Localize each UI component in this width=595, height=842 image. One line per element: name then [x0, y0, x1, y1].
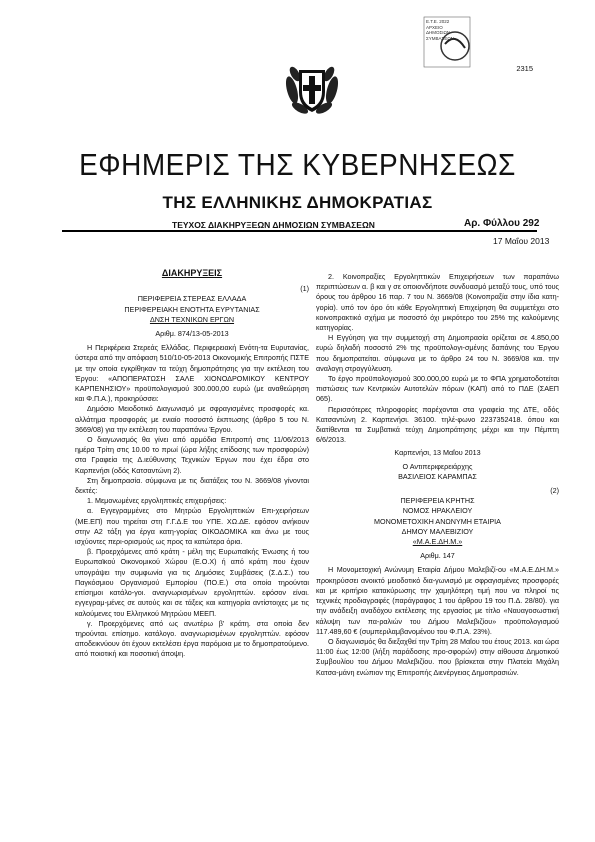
signer-name: ΒΑΣΙΛΕΙΟΣ ΚΑΡΑΜΠΑΣ: [398, 471, 477, 481]
org-line: ΔΗΜΟΥ ΜΑΛΕΒΙΖΙΟΥ: [401, 526, 474, 536]
stamp-line: ΑΡΧΕΙΟ: [426, 24, 443, 30]
paragraph: Το έργο προϋπολογισμού 300.000,00 ευρώ με το ΦΠΑ χρηματοδοτείται πιστώσεις των Κεντρικών Αυτοτελών πόρων (ΚΑΠ) από το ΠΔΕ (ΣΑΕΠ 065).: [316, 374, 559, 404]
left-column: [75, 258, 309, 660]
coat-of-arms-icon: [283, 60, 341, 120]
issue-date: 17 Μαΐου 2013: [493, 236, 550, 246]
notice-number: (1): [300, 284, 309, 294]
section-heading: ΔΙΑΚΗΡΥΞΕΙΣ: [161, 268, 223, 278]
signer-role: Ο Αντιπεριφερειάρχης: [402, 461, 473, 471]
org-line: ΠΕΡΙΦΕΡΕΙΑ ΣΤΕΡΕΑΣ ΕΛΛΑΔΑ: [137, 294, 247, 304]
stamp-line: ΣΥΜΒΑΣΕΩΝ: [426, 35, 454, 41]
org-line: ΝΟΜΟΣ ΗΡΑΚΛΕΙΟΥ: [402, 506, 473, 516]
place-date: Καρπενήσι, 13 Μαΐου 2013: [394, 448, 481, 458]
right-column: [316, 272, 559, 678]
paragraph: Ο διαγωνισμός θα γίνει από αρμόδια Επιτροπή στις 11/06/2013 ημέρα Τρίτη στις 10.00 το πρωί (ώρα λήξης επίδοσης των προσφορών) στα Γραφεία της Δ.ιεύθυνσης Τεχνικών Έργων που έχει έδρα στο Καρπενήσι (οδός Κατσαντώνη 2).: [75, 435, 309, 475]
notice-number: (2): [550, 486, 559, 496]
org-line: ΠΕΡΙΦΕΡΕΙΑ ΚΡΗΤΗΣ: [400, 496, 475, 506]
org-line: ΠΕΡΙΦΕΡΕΙΑΚΗ ΕΝΟΤΗΤΑ ΕΥΡΥΤΑΝΙΑΣ: [124, 304, 260, 314]
page-number: 2315: [516, 64, 533, 73]
paragraph: Η Εγγύηση για την συμμετοχή στη Δημοπρασία ορίζεται σε 4.850,00 ευρώ δηλαδή ποσοστό 2% της προϋπολογι-σμένης δαπάνης του Έργου που δημοπρατείται. σύμφωνα με το άρθρο 24 του Ν. 3669/08 και. την αναλογη στρογγύλευση.: [316, 333, 559, 373]
paragraph: Η Περιφέρεια Στερεάς Ελλάδας. Περιφερειακή Ενότη-τα Ευρυτανίας, ύστερα από την απόφαση 510/10-05-2013 Οικονομικής Επιτροπής ΠΣΤΕ με την οποία εγκρίθηκαν τα τεύχη δημοπράτησης για την εκτέλεση του Έργου: «ΑΠΟΠΕΡΑΤΩΣΗ ΣΑΛΕ ΧΙΟΝΟΔΡΟΜΙΚΟΥ ΚΕΝΤΡΟΥ ΚΑΡΠΕΝΗΣΙΟΥ» προϋπολογισμού 300.000,00 ευρώ (με αναθεώρηση και Φ.Π.Α.), προκηρύσσει:: [75, 343, 309, 404]
org-line: ΜΟΝΟΜΕΤΟΧΙΚΗ ΑΝΩΝΥΜΗ ΕΤΑΙΡΙΑ: [374, 516, 501, 526]
paragraph: 1. Μεμονωμένες εργοληπτικές επιχειρήσεις:: [87, 496, 227, 506]
gazette-subtitle: ΤΗΣ ΕΛΛΗΝΙΚΗΣ ΔΗΜΟΚΡΑΤΙΑΣ: [162, 193, 433, 212]
paragraph: Στη δημοπρασία. σύμφωνα με τις διατάξεις του Ν. 3669/08 γίνονται δεκτές:: [75, 475, 309, 496]
stamp-line: Ε.Τ.Ε. 2022: [426, 19, 450, 24]
paragraph: Ο διαγωνισμός θα διεξαχθεί την Τρίτη 28 Μαΐου του έτους 2013. και ώρα 11:00 έως 12:00 (λήξη παράδοσης προ-σφορών) στην αίθουσα Δημοτικού Συμβουλίου του Δήμου Μαλεβιζίου. που βρίσκεται στην Πλατεία Μιχάλη Κατσα-μάνη ενώπιον της Επιτροπής Διενέργειας Δημοπρασιών.: [316, 636, 559, 677]
paragraph: Η Μονομετοχική Ανώνυμη Εταιρία Δήμου Μαλεβιζί-ου «Μ.Α.Ε.ΔΗ.Μ.» προκηρύσσει ανοικτό μειοδοτικό δια-γωνισμό με σφραγισμένες προσφορές και με κριτήριο κατακύρωσης την χαμηλότερη τιμή που να πληροί τις τεχνικές προδιαγραφές (παράγραφος 1 του άρθρου 19 του Π.Δ. 28/80). για την ανάδειξη αναδόχου εκτέλεσης της εργασίας με τίτλο «Ναυαγοσωστική κάλυψη των πα-ραλιών του Δήμου Μαλεβιζίου» προϋπολογισμού 117.489,60 € (συμπεριλαμβανομένου του Φ.Π.Α. 23%).: [316, 565, 559, 636]
reference-number: Αριθμ. 147: [420, 551, 455, 561]
stamp-line: ΔΗΜΟΣΙΩΝ: [426, 30, 451, 35]
paragraph: β. Προερχόμενες από κράτη - μέλη της Ευρωπαϊκής Ένωσης ή του Ευρωπαϊκού Οικονομικού Χώρου (Ε.Ο.Χ) ή από κράτη που έχουν υπογράψει την συμφωνία για τις Δημόσιες Συμβάσεις (Σ.Δ.Σ.) του Παγκόσμιου Οργανισμού Εμπορίου (ΠΟ.Ε.) στα οποία τηρούνται επίσημοι κατάλο-γοι. αναγνωρισμένων εργοληπτών. εφόσον είναι. εγγεγραμ-μένες σε αυτούς και σε τάξεις και κατηγορία αντίστοιχες με τις καλούμενες του Ελληνικού Μητρώου ΜΕΕΠ.: [75, 547, 309, 618]
reference-number: Αριθμ. 874/13-05-2013: [155, 329, 229, 339]
paragraph: 2. Κοινοπραξίες Εργοληπτικών Επιχειρήσεων των παραπάνω περιπτώσεων α. β και γ σε οποιονδήποτε συνδυασμό μεταξύ τους, υπό τους όρους του άρθρου 16 παρ. 7 του Ν. 3669/08 (Κοινοπραξία στην ίδια κατη-γορία). υπό τον όρο ότι κάθε Εργοληπτική Επιχείρηση θα συμμετέχει στο κοινοπρακτικό σχήμα με ποσοστό όχι μικρότερο του 25% της καλούμενης κατηγορίας.: [316, 272, 559, 333]
paragraph: α. Εγγεγραμμένες στο Μητρώο Εργοληπτικών Επι-χειρήσεων (ΜΕ.ΕΠ) που τηρείται στη Γ.Γ.Δ.Ε του ΥΠΕ. ΧΩ.ΔΕ. εφόσον ανήκουν στην Α2 τάξη για έργα κατη-γορίας ΟΙΚΟΔΟΜΙΚΑ και άνω με τους ισχύοντες περι-ορισμούς ως προς τα κατώτερα όρια.: [75, 506, 309, 547]
org-line: «Μ.Α.Ε.ΔΗ.Μ.»: [412, 537, 463, 547]
gazette-title: ΕΦΗΜΕΡΙΣ ΤΗΣ ΚΥΒΕΡΝΗΣΕΩΣ: [79, 147, 516, 182]
archive-stamp: [423, 16, 471, 68]
issue-series: ΤΕΥΧΟΣ ΔΙΑΚΗΡΥΞΕΩΝ ΔΗΜΟΣΙΩΝ ΣΥΜΒΑΣΕΩΝ: [172, 220, 375, 230]
paragraph: Περισσότερες πληροφορίες παρέχονται στα γραφεία της ΔΤΕ, οδός Κατσαντώνη 2. Καρπενήσι. 36100. τηλέ-φωνο 2237352418. όπου και διατίθενται τα Συμβατικά τεύχη Δημοπράτησης μέχρι και την Πέμπτη 6/6/2013.: [316, 404, 559, 445]
sheet-number: Αρ. Φύλλου 292: [464, 218, 540, 229]
header-rule: [62, 230, 537, 232]
paragraph: Δημόσιο Μειοδοτικό Διαγωνισμό με σφραγισμένες προσφορές κα. αλλάτημα προσφοράς με ενιαίο ποσοστό έκπτωσης (άρθρο 5 του Ν. 3669/08) για την εκτέλεση του παραπάνω Έργου.: [75, 404, 309, 434]
paragraph: γ. Προερχόμενες από ως ανωτέρω β' κράτη. στα οποία δεν τηρούνται. επίσημο. κατάλογο. αναγνωρισμένων εργοληπτών. εφόσον αποδεικνύουν ότι έχουν εκτελέσει έργα παρόμοια με το δημοπρατούμενο. από ποιοτική και ποσοτική άποψη.: [75, 618, 309, 659]
org-line: ΔΝΣΗ ΤΕΧΝΙΚΩΝ ΕΡΓΩΝ: [149, 314, 235, 324]
